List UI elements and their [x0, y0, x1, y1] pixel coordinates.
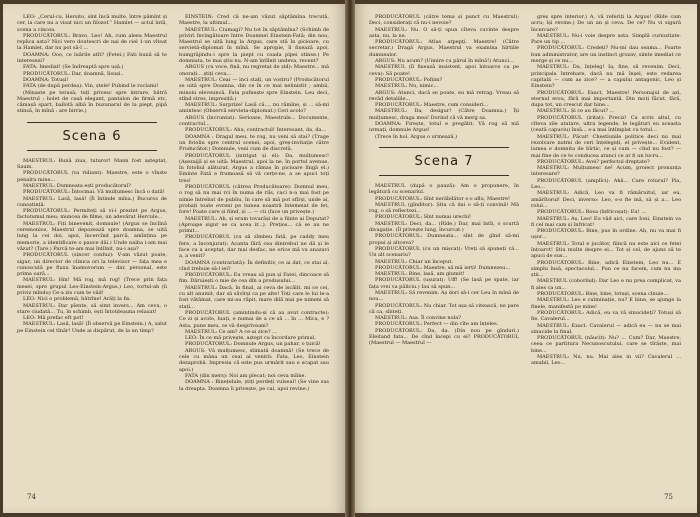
paragraph: LEO: Mă prefac eft pot! — [23, 315, 84, 322]
paragraph: PRODUCĂTORUL: Rosa (înfricoșat): Eu! ... — [537, 209, 646, 216]
paragraph: MAESTRUL: Nu, nimic... — [375, 83, 439, 90]
paragraph: PRODUCĂTORUL: Pofiim? — [375, 76, 443, 83]
paragraph: PRODUCĂTORUL (amintindu-și că au avut contracte): Ce zi și acolo, luați, e numai de a ce să ... în ... Mica, e ? Asta, pune meu, ce vă despriveam? — [179, 309, 329, 329]
paragraph: PRODUCĂTORUL: Bine, adică Einstein, Leo nu... E simplu însă, spectacolul... Pun ce nu facem, cum nu ma știi... — [531, 259, 681, 279]
paragraph: PRODUCĂTORUL (amplîci): Ahă... Care rolurul? Pia, Leo... — [531, 177, 681, 191]
paragraph: MAESTRUL: Dacă, în final, ai ceva de iscălit, mi ce cei, cu alt anumit, dar să săvîrși ca pe alte! Toți care le lui le-a fost vătămat, care mi-au răpit, mare dilă mai pe nimeni să stați... — [179, 284, 329, 310]
paragraph: PRODUCĂTORUL: Bravo, Leo! Ah, cum aleea Maestrul replica asta? Nici vero doutescri de nai de ciel 1-un vîtsat la Hamlet, dar nu pot să-l ... — [17, 32, 167, 52]
paragraph: MAESTRUL: Bine, lasă, am glumit! — [375, 271, 465, 278]
paragraph: PRODUCĂTORUL (va ridiant): Maestre, este o vînste penalra mine... — [17, 170, 167, 183]
left-page — [3, 4, 345, 513]
paragraph: PRODUCĂTORUL (năucit): Nu? ... Cum? Dar, Maestre, ceea ce partitura Necunoscutului, care se tîrăște, mai bine... — [531, 335, 681, 354]
paragraph: PRODUCĂTORUL: Dar, doamnă, Iisuși.. — [23, 70, 124, 77]
paragraph: MAESTRUL: Nu-i voie despre asta. Simplă curiozitate. Pare un tip ... — [531, 32, 681, 46]
left-column-1 — [17, 14, 167, 334]
paragraph: PRODUCĂTORUL (cu un mișcat): Vreți să spuneți că... Un alt scenariu? — [369, 245, 519, 259]
paragraph: PRODUCĂTORUL: Nu chiar. Tot așa să citească, ne pare că ca, sînteți. — [369, 302, 519, 315]
right-col2-text — [531, 14, 681, 367]
right-col1-bottom-text — [369, 183, 519, 347]
paragraph: MAESTRUL: Dumneata ești producătorul? — [23, 182, 131, 189]
paragraph: EINSTEIN: Cred că ne-am văzut săptămîna trecută, Maestre, la ultimul... — [179, 14, 329, 27]
paragraph: MAESTRUL: Lasă, lasă! (Îl observă pe Einstein.) A, salut pe Einstein cel tînăr! Unde ai dispărut, de la un timp? — [17, 321, 167, 334]
paragraph: PRODUCĂTORUL: Eu vreau să pun și Fatei, dincoace să fim. Dăruiești o mie de cea dîn a produsului... — [179, 272, 329, 285]
scene-title: Scena 7 — [414, 153, 474, 169]
paragraph: greș spre interior.) A, vă referiți la Argus! (Rîde cam acru; își revine.) De un an și ceva. De ce? Nu vi sigură încercare? — [531, 14, 681, 33]
right-page — [355, 4, 697, 513]
paragraph: MAESTRUL: Și ce au făcut? ... — [537, 108, 615, 115]
paragraph: (Trece în hol. Argus o urmează.) — [375, 133, 458, 140]
paragraph: MAESTRUL: Fiți binevenit, domnule! (Argus se înclină ceremonios, Maestrul depozează spre doamna, se uită lung la cei doi, apoi, încercînd parcă, amînțina pe memorie, a identificare o pauce dâi.) Unde naiba i-am mai văzut? (Tare.) Parcă te-am mai întîlnit, nu-i așa? — [17, 220, 167, 252]
paragraph: MAESTRUL: Chiar un început. — [375, 258, 453, 265]
scene-title: Scena 6 — [62, 128, 122, 144]
paragraph: PRODUCĂTORUL (sincer confuz): V-am văzut poate, sigur; un director de clinica ori la televizor — fața mea e cunoscută pe fluxu înamovorum — dar, personal, este prima oară... — [17, 252, 167, 278]
left-column-2 — [179, 14, 329, 392]
paragraph: MAESTRUL (coborînd): Dar Leo e nu prea complicat, va fi ales ca un... — [531, 278, 681, 291]
paragraph: MAESTRUL: Nu, nu. Mai ales in vii? Cavalerul ... amabil, Leo... — [531, 354, 681, 367]
paragraph: ARGUS: Nu acum? (Uimire cu părul în mînă!) Atunci... — [375, 58, 514, 65]
paragraph: MAESTRUL (după o pauză): Am o propunere, în legătură cu scenariul. — [369, 182, 519, 196]
right-column-1 — [369, 14, 519, 347]
paragraph: MAESTRUL: Nu. O să-ți spun cîteva cuvinte despre asta, nu, la ne. — [369, 26, 519, 39]
scene-7-heading — [369, 147, 519, 176]
paragraph: MAESTRUL: Păcat! Chestiunile politice deci nu mai rezolvare nutmi de ceri înțelegeți, el privește... Evident, lumea e domnita de bîrtic, ce și cum — cînd nu fost? — mai fine de ce te conducea atunci ce ar fi un lucru... — [531, 133, 681, 159]
right-column-2 — [531, 14, 681, 367]
paragraph: MAESTRUL: Hm! Mă rog, mă rog! (Trece prin fața mesei, spre grupul Leo-Einstein-Argus.) Leo, tortul-ah (îi priviz mîndu) Ce-a zis cum te văd! — [17, 277, 167, 296]
paragraph: PRODUCĂTORUL (ușurat): Uff! (Se lasă pe spate, iar fața vrei va păliciu.) Iau să spun... — [369, 277, 519, 290]
paragraph: LEO: În ce mă privește, aștept cu încordare primul. — [185, 335, 316, 342]
paragraph: MAESTRUL: Asa. Îl convine nola? — [375, 315, 461, 322]
paragraph: PRODUCĂTORUL: Permiteți să vi-i prezint pe Argus, factotumul meu; muncea de filme, un adevărat Hercule... — [17, 208, 167, 221]
left-col2-text — [179, 14, 329, 392]
scene-divider — [379, 175, 509, 176]
paragraph: PRODUCĂTORUL: Maestre, cum consideri... — [375, 102, 489, 109]
paragraph: FATA: Imediat! (Se îndreaptă spre ușă.) — [23, 64, 124, 71]
paragraph: PRODUCĂTORUL: Domnule Argus, un pahar, o țuică! — [185, 341, 321, 348]
paragraph: MAESTRUL: Exact. Cavalerul — adică eu — nu se mai sinucide la final. — [531, 322, 681, 335]
paragraph: MAESTRUL: Deci, da... (Rîde.) Dar, mai întîi, o scurtă divagație. (Îl privește lung, încurcat.) — [369, 220, 519, 234]
paragraph: FATA (din mers): Noi am plecat; noi ceva mîine. — [185, 372, 307, 379]
paragraph: MAESTRUL: Ciumagi? Nu tot în săptămîna? (Schimb de priviri învingătoare între Doamnei Einstein-Fată; din nou, Maestrul se uită lung la Argus, care stă în picioare, cu servietă-diplomat în mînă. Se apropie, îl fixează apoi, bumgrăjindu-i spre la piept cu coada pipei stinse.) Pe domniata, te mai știu nu. N-am întîlnit undeva, recent? — [179, 26, 329, 65]
paragraph: PRODUCĂTORUL: Bine, bine, totuși, scena cînuie... — [537, 291, 669, 298]
paragraph: MAESTRUL: Leo e culminație, nu? E bine, se ajunge la finele, manifestă pe mine! — [531, 297, 681, 310]
left-col1-bottom-text — [17, 158, 167, 334]
paragraph: PRODUCĂTORUL: Sînt numai urechi! — [375, 214, 472, 221]
paragraph: (Minaste pe terasă; tuți privesc spre intrare, bătrâ Maestrul : holet de casă elegant, pantalon de firmă etc, cămașă spart, ballotă albă în buzunarul de la piept, pipă stinsă, în mînă : are birrie.) — [17, 89, 167, 115]
left-page-number: 74 — [27, 493, 36, 501]
paragraph: DOAMNA : Dragul meu, te rog, nu veni să stai? (Trage un fotoliu spre centrul scenei, apoi, greș-invitație către Producător.) Domnule, veni cum de discretă. — [179, 133, 329, 153]
paragraph: PRODUCĂTORUL (către tema și punct cu Maestrul): Deci, considerați că nu-i nevoie? — [369, 14, 519, 27]
paragraph: PRODUCĂTORUL: Dumneata... sînt de gînd să-mi propui și altceva? — [369, 233, 519, 246]
paragraph: DOAMNA: Firește, totul e pregătit. Vă rog să mă urmați, domnule Argus! — [369, 121, 519, 134]
paragraph: MAESTRUL (gînditor): Știu că dai o să-ți convină! Mă rog, o să reflectezi... — [369, 201, 519, 215]
paragraph: PRODUCĂTORUL: Ahu, contractul! Interesant, da, da... — [185, 127, 327, 134]
paragraph: PRODUCĂTORUL: Atlas atpepți. Maestre! (Către secretar.) Dragă Argus, Maestrul va examina hîrtiile dumnealor. — [369, 39, 519, 58]
paragraph: ARGUS (cu voce, fină, nu regretat de zid): Maestre... mă onorați... știți ceva... — [179, 64, 329, 77]
paragraph: MAESTRUL: Bună ziua, tuturor! Mann fost așteptat, Saum. — [17, 157, 167, 171]
paragraph: PRODUCĂTORUL: Avei? perfectul dreptate? — [537, 158, 650, 165]
paragraph: PRODUCĂTORUL: Da, da. (Din nou pe gînduri.) Eleitand fata... De cînd începi cu ei? PRODUCĂTORUL (Maestrul — Maestrul — — [369, 327, 519, 347]
paragraph: PRODUCĂTORUL: Perfect — din cîte am înțeles. — [375, 321, 499, 328]
book-gutter — [345, 0, 355, 517]
paragraph: MAESTRUL: Surprize! Lasă că..., nu rămîne, și ... să-mi amintesc (Observă servieta-diplomat.) Ceri acolo? — [179, 102, 329, 115]
paragraph: MAESTRUL: Ah, și eram tovarăși de a fiinte ai Deputat? (Aproape sigur se ca acea ir...). Prețios... că se au ne primit... — [179, 215, 329, 235]
paragraph: LEO: Nici o problemă, bătrîne! Arăți la fix. — [23, 296, 132, 303]
paragraph: PRODUCĂTORUL (iritat): Preciz! Ca scris altul, cu cîteva zile atatare, ultra legende, le legături eu aceasta (ceată capuciu) însă... s-a mai întîmplat cu totul... — [531, 114, 681, 134]
paragraph: PRODUCĂTORUL: Credeți? Nu-mi dau seama... Foarte bun administrator, are un instinct grozav, simte imediat ce merge și ce nu... — [531, 45, 681, 65]
paragraph: DOAMNA: Totuși! — [23, 76, 69, 83]
paragraph: PRODUCĂTORUL (cătrea Producătoare): Domnul meu, o rog să nu mai rci în numa de riîs, caci n-a mai fost pe nimie întrebat de publiu, în care să mă pot sfîrși, unde ai, probați toate evreni pe lumea noastră întemeiat de fet, fore! Poate care și fiind, și ... — cii (face un privește.) — [179, 184, 329, 216]
left-col1-top-text — [17, 14, 167, 115]
paragraph: ARGUS (încruntat): Serioase, Maestrule... Documente, contractul... — [179, 114, 329, 128]
paragraph: PRODUCĂTORUL (intrigat și el): Da, mulțumesc! (Așezaijă și se uită: Maestrul, apoi la ne, în portul avenue, în fotoliul alăturat. Argus a rămas în picioare lîngă el.) Eminte Fată e frumoasă să vă cerțe-ne, a se apuci toți tres! — [179, 152, 329, 184]
paragraph: ARGUS: Atunci, dacă se poate, eu mă retrag. Vreau să revăd detaliile... — [369, 89, 519, 102]
paragraph: FATA (de după perdea): Vin, ștele! Pubind le roclami! — [23, 83, 159, 90]
paragraph: PRODUCĂTORUL: Întocmai. Vă mulțumesc încă o dată! — [23, 189, 165, 196]
paragraph: ARGUS: Vă mulțumesc, stimată doamnă! (Se trece de cele cu mâna un ceai al venirii: Fata, Leo, Einstein dezaprobă. Impresia că este pus urmărit sau e scapat sau apoi.) — [179, 347, 329, 373]
paragraph: PRODUCĂTORUL: Sînt nerăbdător s-o aflu, Maestre! — [375, 195, 510, 202]
paragraph: MAESTRUL: Totul e jucător, fiincă nu este aici ce fetei înțoarct! Știu multe despre el... Tot și cel, de ajuns să te apuci de sus... — [531, 240, 681, 260]
paragraph: DOAMNA: Ooo, ce luările atît? (Fetei.) Fati bună să te interesezi? — [17, 51, 167, 65]
right-page-number: 75 — [664, 493, 673, 501]
paragraph: MAESTRUL: Aș, Leo! Eu văd aici, care Ioni, Einstein va fi cel mai cam și înfricat! — [531, 215, 681, 228]
paragraph: PRODUCĂTORUL (cu să zîmbeu fată, pe caddy meu fere, a înconjurat): Acanta fără cea dintrebul ne dă și le face cu a aceptat, dar mai desfac, ne orice mă va anazavi a, a venit? — [179, 234, 329, 260]
paragraph: MAESTRUL: Mulțumesc ne! Acum, proiect pronunța interesare? — [531, 165, 681, 178]
scene-divider — [27, 150, 157, 151]
paragraph: MAESTRUL: Dar pîente, să simt invers... Am ceva, o stare ciudată... Tu, în schimb, ești întotdeauna relaxat! — [17, 302, 167, 315]
paragraph: MAESTRUL: Adică, Leo va fi rămăruitul, iar eu, amărîtorul! Deci, inverso: Leo, s-o fie mă, să și a... Leo rolul... — [531, 190, 681, 209]
paragraph: DOAMNA : Binețelule, știți perdeți vulseal! (Se vine sus la dreapta. Doamna îi privește, pe cai, apoi revine.) — [179, 379, 329, 392]
paragraph: PRODUCĂTORUL: Exact, Maestre! Personajul de azi, eternul erou, fără mai importantă. Din moti făcut, fără, dupa tot, un crescut dar bine... — [531, 89, 681, 109]
paragraph: MAESTRUL: Da, înțeleg! Ia, fine, să revenim. Deci, principala întrebare, dacă nu mă înșel, este redarea capitală — cum aș zice? — a capului antagonic, Leo și Einstein? — [531, 64, 681, 90]
paragraph: MAESTRUL: Ce am? A ce-ai zice? ... — [185, 328, 277, 335]
paragraph: LEO: „Cerul-cu, Herșito, sînt încă multe, între pămînt și cer, la care nu a visat nici un filozof.” Hamlet — actul întîi, scena a cincea. — [17, 14, 167, 33]
scene-6-heading — [17, 122, 167, 151]
paragraph: MAESTRUL: Ceai — inci stați, un vostru? (Producătorul se uită spre Doamna, din ce în ce mai nelinistit ; ambii, minoiu eleveuncă. Fata pufnește spre Einstein. Leu deci, stînd stres, impresiță.) — [179, 76, 329, 102]
right-col1-top-text — [369, 14, 519, 140]
paragraph: PRODUCĂTORUL: Adică, eu va vă sinucideți? Totuși să fie. Cavalerul... — [531, 309, 681, 323]
paragraph: MAESTRUL: Da, desigur! (Către Doamna.) Îți mulțumesc, draga mea! Dorind că vă merg sa. — [369, 108, 519, 121]
paragraph: MAESTRUL: Lasă, lasă! (Îi întinde mîna.) Bucuros de cunoștință. — [17, 195, 167, 208]
paragraph: MAESTRUL: Să revenim. Aș dori să-i cer Leu în mînă de nou... — [369, 289, 519, 303]
paragraph: MAESTRUL (îl fixează insistent, apoi întoarce ca pe ceva): Să poate! — [369, 64, 519, 77]
paragraph: PRODUCĂTORUL: Bine, pus în ordine. Ah, nu va mai fi ușor... — [531, 228, 681, 241]
paragraph: PRODUCĂTORUL: Maestre, să mă ierți! Dumnezeu... — [375, 264, 511, 271]
paragraph: DOAMNA (contrariată): În definitiv, ce ai dat, ce stai aî, cînd trebuie să-l iei? — [179, 259, 329, 272]
